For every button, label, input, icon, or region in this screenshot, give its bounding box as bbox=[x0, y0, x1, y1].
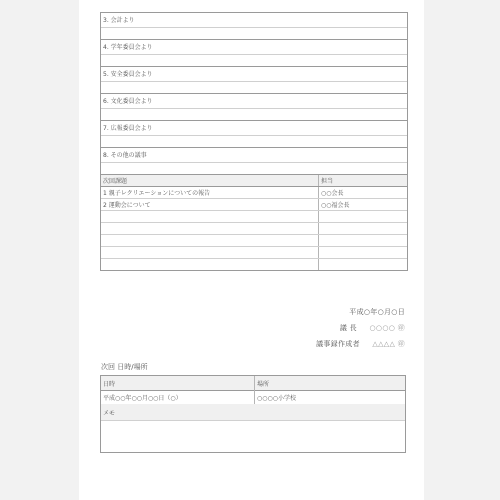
owner-header-cell: 担当 bbox=[319, 175, 408, 187]
recorder-signature bbox=[316, 339, 405, 349]
table-row bbox=[101, 235, 407, 247]
table-row bbox=[101, 187, 407, 199]
section-rule bbox=[101, 108, 407, 109]
section-rule bbox=[101, 81, 407, 82]
task-table-header bbox=[101, 175, 407, 187]
task-cell: 1 親子レクリエーションについての報告 bbox=[101, 187, 319, 199]
recorder-label: 議事録作成者 bbox=[316, 340, 360, 348]
task-cell: 2 運動会について bbox=[101, 199, 319, 211]
table-row bbox=[101, 211, 407, 223]
task-cell bbox=[101, 211, 319, 223]
section-label: 4. 学年委員会より bbox=[103, 44, 153, 51]
table-row bbox=[101, 199, 407, 211]
section-row bbox=[101, 148, 407, 175]
section-label: 7. 広報委員会より bbox=[103, 125, 153, 132]
date-label: 日時 bbox=[103, 381, 116, 388]
section-row bbox=[101, 121, 407, 148]
owner-cell: ○○会長 bbox=[319, 187, 408, 199]
chair-name: ○○○○ bbox=[369, 324, 396, 332]
section-row bbox=[101, 40, 407, 67]
meeting-date-text: 平成○年○月○日 bbox=[349, 308, 405, 316]
place-value: ○○○○小学校 bbox=[257, 395, 296, 402]
owner-cell bbox=[319, 259, 408, 271]
next-meeting-title: 次回 日時/場所 bbox=[101, 363, 148, 371]
owner-cell: ○○福会長 bbox=[319, 199, 408, 211]
seal-icon: ㊞ bbox=[397, 340, 405, 348]
section-rule bbox=[101, 27, 407, 28]
place-label: 場所 bbox=[257, 381, 270, 388]
task-header-cell: 次回課題 bbox=[101, 175, 319, 187]
owner-cell bbox=[319, 223, 408, 235]
chair-signature bbox=[340, 323, 405, 333]
task-cell bbox=[101, 235, 319, 247]
meeting-date bbox=[349, 307, 405, 317]
seal-icon: ㊞ bbox=[397, 324, 405, 332]
section-row bbox=[101, 67, 407, 94]
next-meeting-box bbox=[100, 375, 406, 453]
owner-cell bbox=[319, 235, 408, 247]
table-row bbox=[101, 223, 407, 235]
next-meeting-header bbox=[101, 376, 405, 391]
section-row bbox=[101, 94, 407, 121]
date-value: 平成○○年○○月○○日（○） bbox=[103, 395, 182, 402]
minutes-sheet bbox=[100, 12, 408, 271]
task-cell bbox=[101, 223, 319, 235]
section-label: 5. 安全委員会より bbox=[103, 71, 153, 78]
owner-cell bbox=[319, 211, 408, 223]
section-row bbox=[101, 13, 407, 40]
task-cell bbox=[101, 259, 319, 271]
section-rule bbox=[101, 54, 407, 55]
column-divider bbox=[254, 376, 255, 404]
section-rule bbox=[101, 162, 407, 163]
owner-cell bbox=[319, 247, 408, 259]
section-label: 3. 会計より bbox=[103, 17, 135, 24]
section-rule bbox=[101, 135, 407, 136]
task-cell bbox=[101, 247, 319, 259]
table-row bbox=[101, 259, 407, 271]
memo-header bbox=[101, 404, 405, 421]
section-label: 6. 文化委員会より bbox=[103, 98, 153, 105]
memo-label: メモ bbox=[103, 410, 116, 417]
task-table bbox=[101, 175, 407, 271]
recorder-name: △△△△ bbox=[372, 340, 396, 348]
table-row bbox=[101, 247, 407, 259]
chair-label: 議 長 bbox=[339, 324, 357, 332]
section-label: 8. その他の議事 bbox=[103, 152, 147, 159]
